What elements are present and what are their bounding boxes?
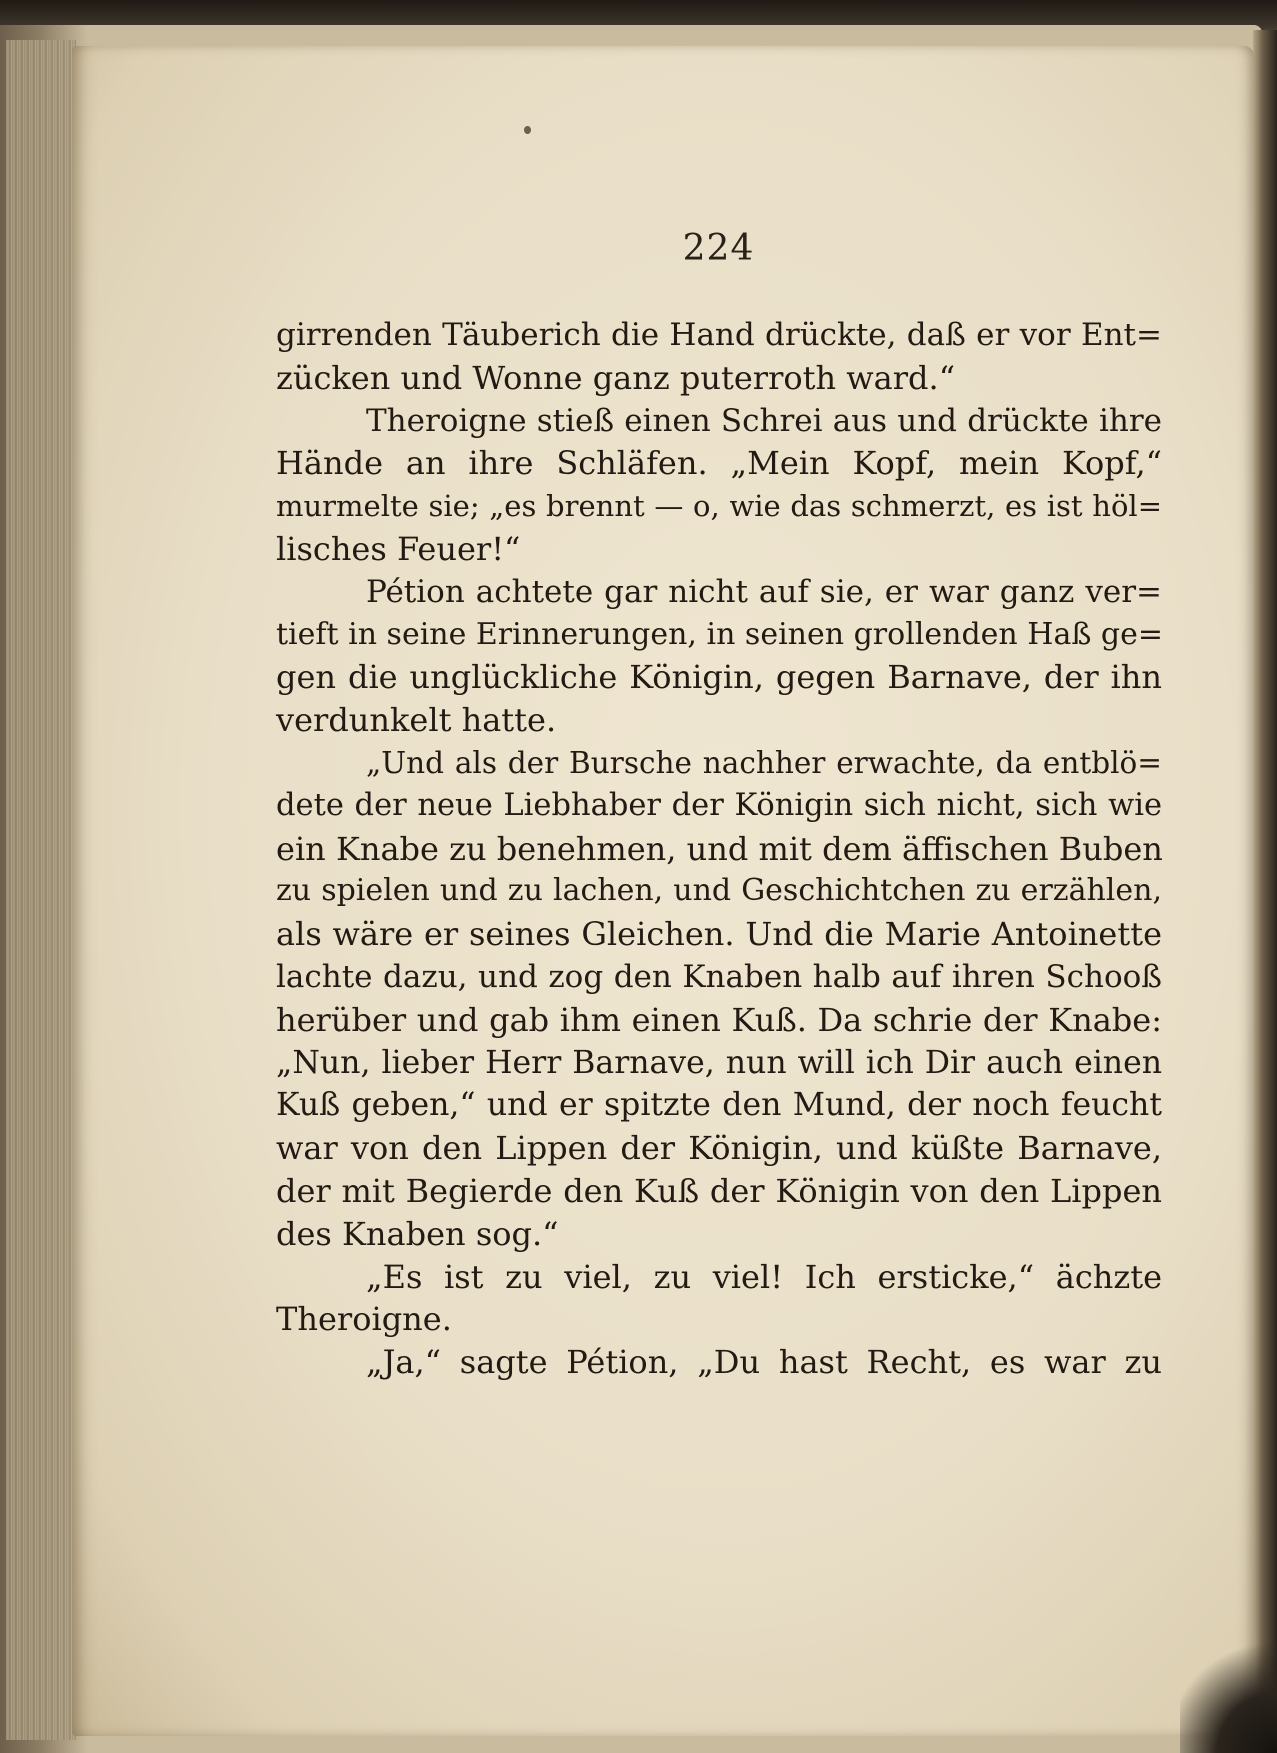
text-line: dete der neue Liebhaber der Königin sich nicht, sich wie xyxy=(276,787,1162,823)
text-line: „Ja,“ sagte Pétion, „Du hast Recht, es war zu xyxy=(366,1343,1162,1382)
text-line: „Nun, lieber Herr Barnave, nun will ich Dir auch einen xyxy=(276,1044,1162,1081)
text-line: murmelte sie; „es brennt — o, wie das schmerzt, es ist höl= xyxy=(276,489,1162,524)
text-line: gen die unglückliche Königin, gegen Barnave, der ihn xyxy=(276,658,1162,697)
page-number: 224 xyxy=(682,228,755,269)
text-line: lachte dazu, und zog den Knaben halb auf ihren Schooß xyxy=(276,958,1162,995)
text-line: Kuß geben,“ und er spitzte den Mund, der noch feucht xyxy=(276,1087,1162,1124)
text-line: „Es ist zu viel, zu viel! Ich ersticke,“ ächzte xyxy=(366,1257,1162,1296)
text-line: Pétion achtete gar nicht auf sie, er war ganz ver= xyxy=(366,573,1162,610)
text-line: zu spielen und zu lachen, und Geschichtchen zu erzählen, xyxy=(276,873,1162,909)
text-line: Hände an ihre Schläfen. „Mein Kopf, mein Kopf,“ xyxy=(276,444,1162,483)
text-line: lisches Feuer!“ xyxy=(276,529,521,568)
text-line: tieft in seine Erinnerungen, in seinen grollenden Haß ge= xyxy=(276,616,1164,652)
text-line: zücken und Wonne ganz puterroth ward.“ xyxy=(276,358,956,397)
corner-shadow xyxy=(1180,1640,1277,1753)
text-line: Theroigne. xyxy=(276,1300,452,1339)
text-line: als wäre er seines Gleichen. Und die Marie Antoinette xyxy=(276,915,1162,954)
book-right-edge xyxy=(1253,30,1277,1753)
text-line: des Knaben sog.“ xyxy=(276,1214,559,1253)
ink-blot xyxy=(524,126,531,134)
page-stack-edges xyxy=(6,40,76,1740)
text-line: der mit Begierde den Kuß der Königin von den Lippen xyxy=(276,1171,1162,1210)
text-line: war von den Lippen der Königin, und küßte Barnave, xyxy=(276,1129,1162,1168)
text-line: ein Knabe zu benehmen, und mit dem äffischen Buben xyxy=(276,829,1163,868)
text-line: Theroigne stieß einen Schrei aus und drückte ihre xyxy=(366,402,1162,439)
text-line: herüber und gab ihm einen Kuß. Da schrie der Knabe: xyxy=(276,1000,1162,1039)
text-line: verdunkelt hatte. xyxy=(276,701,557,740)
text-line: girrenden Täuberich die Hand drückte, daß er vor Ent= xyxy=(276,317,1162,353)
text-line: „Und als der Bursche nachher erwachte, da entblö= xyxy=(366,745,1162,780)
page-text xyxy=(276,314,1162,1384)
